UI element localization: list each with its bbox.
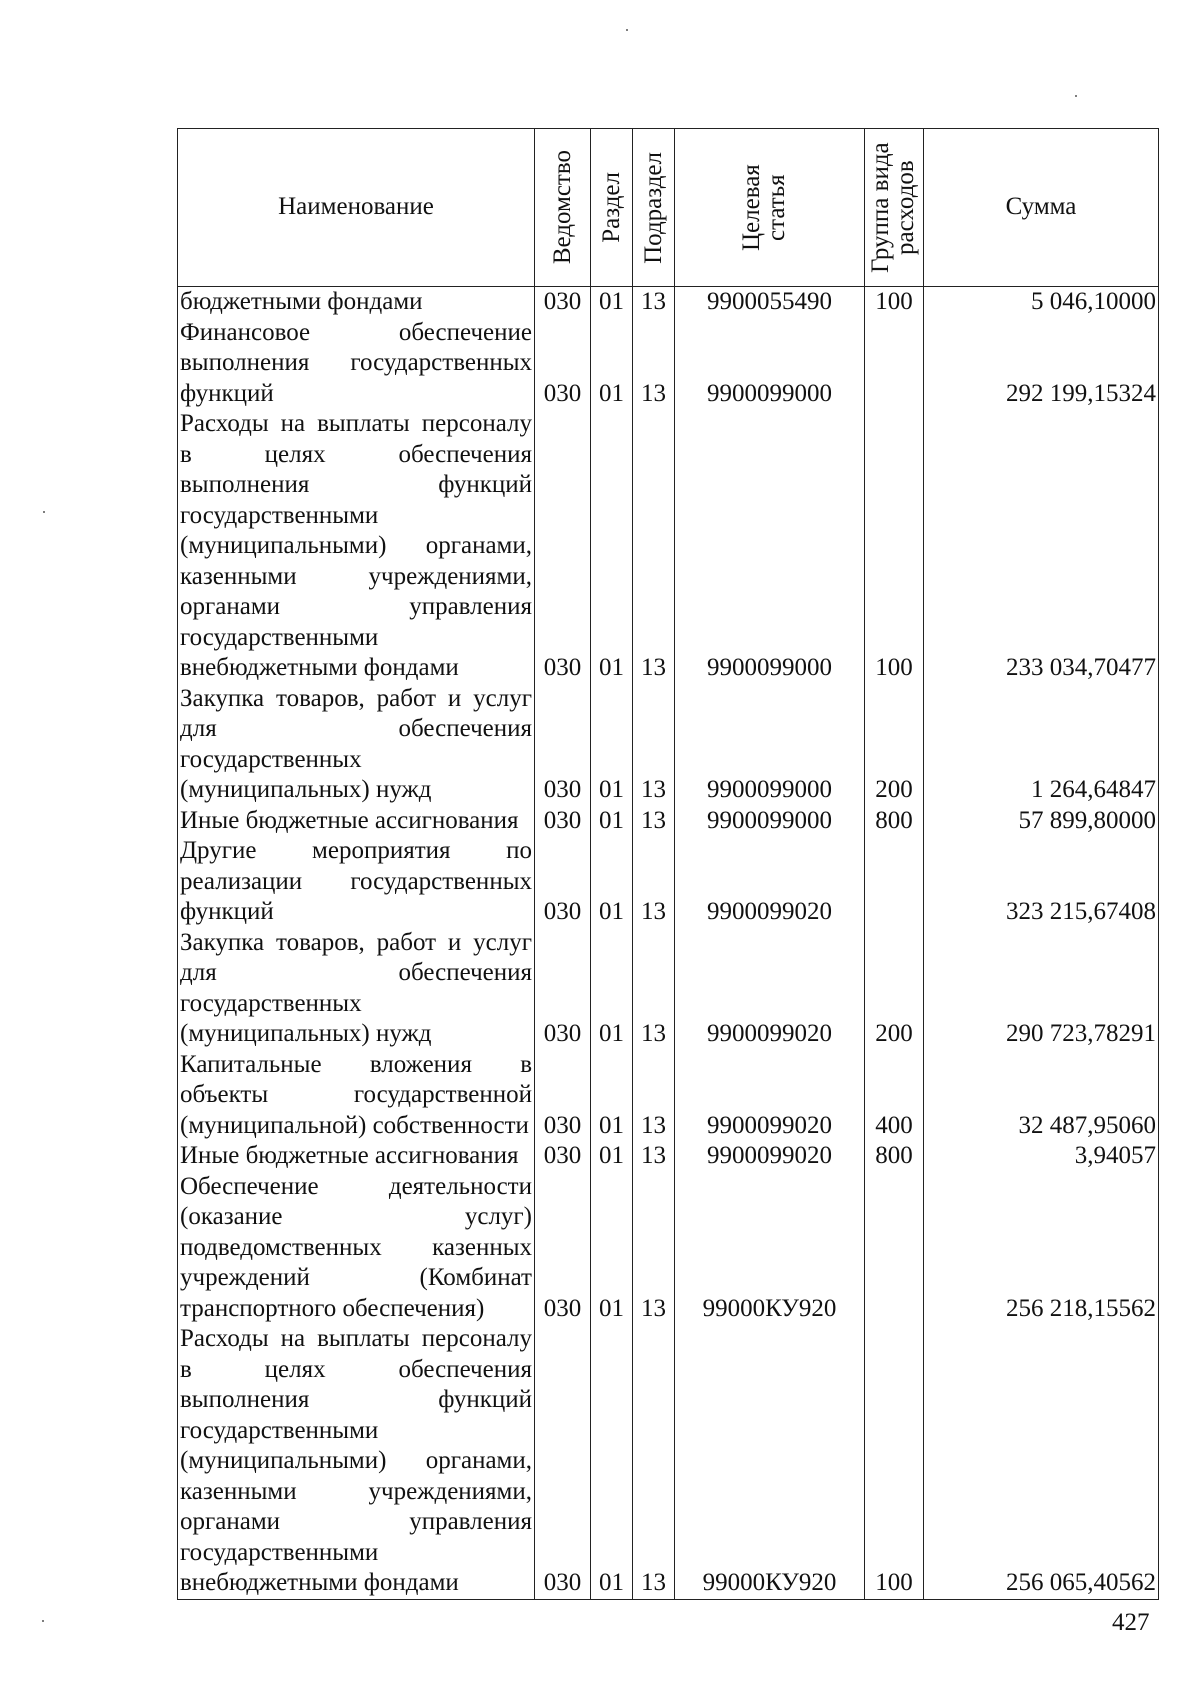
table-header [178, 129, 1159, 287]
row-name: Обеспечение деятельности (оказание услуг) подведомственных казенных учреждений (Комбинат транспортного обеспечения) [178, 1172, 535, 1325]
table-body [178, 287, 1159, 1600]
row-celevaya-statya: 9900099000 [675, 684, 865, 806]
row-name: Иные бюджетные ассигнования [178, 806, 535, 837]
table-row [178, 928, 1159, 1050]
table-row [178, 409, 1159, 684]
table-row [178, 806, 1159, 837]
row-razdel: 01 [591, 287, 633, 318]
row-podrazdel: 13 [633, 1050, 675, 1142]
budget-table [177, 128, 1159, 1600]
row-summa: 57 899,80000 [924, 806, 1159, 837]
row-podrazdel: 13 [633, 806, 675, 837]
row-celevaya-statya: 9900099020 [675, 1141, 865, 1172]
header-podrazdel: Подраздел [633, 129, 675, 287]
row-name: Финансовое обеспечение выполнения государственных функций [178, 318, 535, 410]
table-row [178, 318, 1159, 410]
row-celevaya-statya: 99000КУ920 [675, 1172, 865, 1325]
row-gruppa: 800 [865, 1141, 924, 1172]
header-name: Наименование [178, 129, 535, 287]
row-razdel: 01 [591, 1324, 633, 1599]
row-summa: 32 487,95060 [924, 1050, 1159, 1142]
row-razdel: 01 [591, 318, 633, 410]
row-celevaya-statya: 9900099020 [675, 1050, 865, 1142]
row-summa: 233 034,70477 [924, 409, 1159, 684]
row-summa: 3,94057 [924, 1141, 1159, 1172]
row-celevaya-statya: 9900055490 [675, 287, 865, 318]
row-podrazdel: 13 [633, 318, 675, 410]
row-gruppa [865, 318, 924, 410]
header-gruppa-vida-rashodov: Группа вида расходов [865, 129, 924, 287]
row-name: Расходы на выплаты персоналу в целях обеспечения выполнения функций государственными (муниципальными) органами, казенными учреждениями, органами управления государственными внебюджетными фондами [178, 409, 535, 684]
row-podrazdel: 13 [633, 928, 675, 1050]
row-podrazdel: 13 [633, 684, 675, 806]
page-number: 427 [1112, 1609, 1150, 1636]
row-name: Другие мероприятия по реализации государственных функций [178, 836, 535, 928]
row-summa: 256 218,15562 [924, 1172, 1159, 1325]
row-podrazdel: 13 [633, 1324, 675, 1599]
row-name: Иные бюджетные ассигнования [178, 1141, 535, 1172]
table-row [178, 1050, 1159, 1142]
row-vedomstvo: 030 [535, 1050, 591, 1142]
row-razdel: 01 [591, 1050, 633, 1142]
scan-speck [626, 29, 628, 31]
row-summa: 290 723,78291 [924, 928, 1159, 1050]
row-summa: 292 199,15324 [924, 318, 1159, 410]
header-celevaya-statya: Целевая статья [675, 129, 865, 287]
row-gruppa: 200 [865, 928, 924, 1050]
row-razdel: 01 [591, 409, 633, 684]
table-row [178, 1324, 1159, 1599]
row-celevaya-statya: 9900099020 [675, 836, 865, 928]
row-vedomstvo: 030 [535, 1141, 591, 1172]
row-podrazdel: 13 [633, 836, 675, 928]
row-gruppa: 100 [865, 409, 924, 684]
row-vedomstvo: 030 [535, 836, 591, 928]
row-podrazdel: 13 [633, 287, 675, 318]
scan-speck [43, 511, 45, 513]
row-razdel: 01 [591, 928, 633, 1050]
row-podrazdel: 13 [633, 1172, 675, 1325]
table-row [178, 684, 1159, 806]
row-celevaya-statya: 9900099020 [675, 928, 865, 1050]
row-celevaya-statya: 9900099000 [675, 318, 865, 410]
row-celevaya-statya: 9900099000 [675, 806, 865, 837]
header-vedomstvo: Ведомство [535, 129, 591, 287]
row-vedomstvo: 030 [535, 928, 591, 1050]
row-gruppa: 100 [865, 287, 924, 318]
scan-speck [42, 1620, 44, 1622]
row-razdel: 01 [591, 1172, 633, 1325]
row-gruppa: 100 [865, 1324, 924, 1599]
row-summa: 323 215,67408 [924, 836, 1159, 928]
table-row [178, 1141, 1159, 1172]
row-razdel: 01 [591, 836, 633, 928]
table-row [178, 1172, 1159, 1325]
row-podrazdel: 13 [633, 1141, 675, 1172]
table-row [178, 287, 1159, 318]
row-razdel: 01 [591, 684, 633, 806]
row-vedomstvo: 030 [535, 684, 591, 806]
row-gruppa [865, 836, 924, 928]
row-name: Закупка товаров, работ и услуг для обеспечения государственных (муниципальных) нужд [178, 684, 535, 806]
row-vedomstvo: 030 [535, 1172, 591, 1325]
row-gruppa [865, 1172, 924, 1325]
row-summa: 5 046,10000 [924, 287, 1159, 318]
row-gruppa: 400 [865, 1050, 924, 1142]
row-podrazdel: 13 [633, 409, 675, 684]
table-row [178, 836, 1159, 928]
row-razdel: 01 [591, 1141, 633, 1172]
row-name: Расходы на выплаты персоналу в целях обеспечения выполнения функций государственными (муниципальными) органами, казенными учреждениями, органами управления государственными внебюджетными фондами [178, 1324, 535, 1599]
row-celevaya-statya: 9900099000 [675, 409, 865, 684]
row-vedomstvo: 030 [535, 409, 591, 684]
row-summa: 1 264,64847 [924, 684, 1159, 806]
row-celevaya-statya: 99000КУ920 [675, 1324, 865, 1599]
row-summa: 256 065,40562 [924, 1324, 1159, 1599]
row-vedomstvo: 030 [535, 318, 591, 410]
row-razdel: 01 [591, 806, 633, 837]
row-name: бюджетными фондами [178, 287, 535, 318]
header-summa: Сумма [924, 129, 1159, 287]
row-vedomstvo: 030 [535, 806, 591, 837]
row-gruppa: 800 [865, 806, 924, 837]
row-vedomstvo: 030 [535, 287, 591, 318]
row-gruppa: 200 [865, 684, 924, 806]
row-name: Закупка товаров, работ и услуг для обеспечения государственных (муниципальных) нужд [178, 928, 535, 1050]
row-vedomstvo: 030 [535, 1324, 591, 1599]
row-name: Капитальные вложения в объекты государственной (муниципальной) собственности [178, 1050, 535, 1142]
header-razdel: Раздел [591, 129, 633, 287]
scan-speck [1075, 95, 1077, 97]
